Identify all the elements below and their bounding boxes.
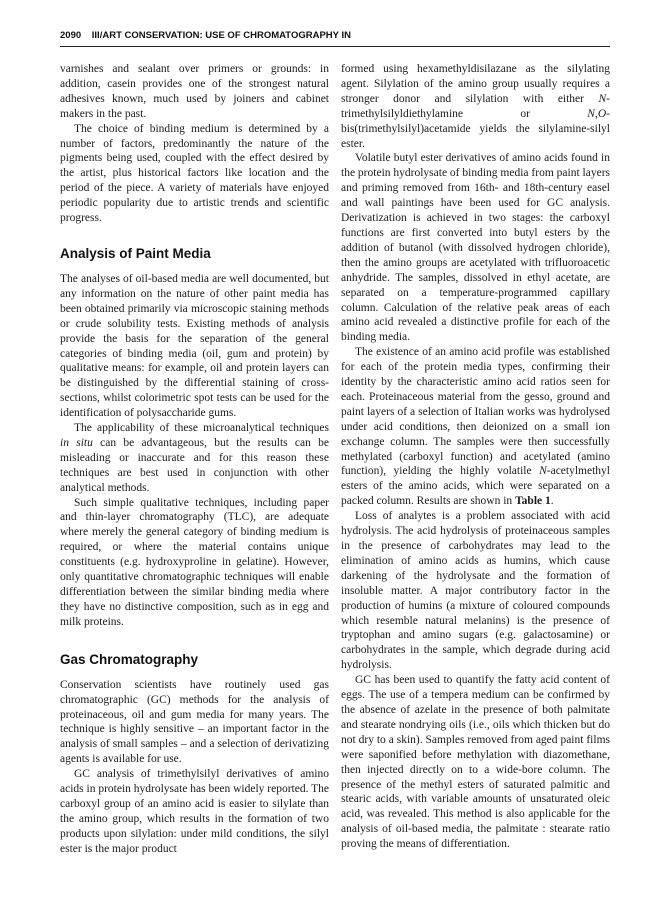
paragraph: GC analysis of trimethylsilyl derivatives of amino acids in protein hydrolysate has been widely reported. The carboxyl group of an amino acid is easier to silylate than the amino group, which results in the formation of two products upon silylation: under mild conditions, the silyl ester is the major product xyxy=(60,768,329,855)
section-heading-analysis: Analysis of Paint Media xyxy=(60,245,211,261)
page-number: 2090 xyxy=(60,30,82,41)
paragraph: The analyses of oil-based media are well documented, but any information on the nature of other paint media has been obtained primarily via microscopic staining methods or crude solubility tests. Existing methods of analysis provide the basis for the separation of the general categories of binding media (oil, gum and protein) by qualitative means: for example, oil and protein layers can be distinguished by the differential staining of cross-sections, whilst colorimetric spot tests can be used for the identification of polysaccharide gums. xyxy=(60,272,329,420)
left-column xyxy=(60,62,329,857)
table-reference: Table 1 xyxy=(515,495,551,508)
paragraph: Volatile butyl ester derivatives of amino acids found in the protein hydrolysate of binding media from paint layers and priming removed from 16th- and 18th-century easel and wall paintings have been used for GC analysis. Derivatization is achieved in two stages: the carboxyl functions are first converted into butyl esters by the addition of butanol (with dissolved hydrogen chloride), then the amino groups are acetylated with trifluoroacetic anhydride. The samples, dissolved in ethyl acetate, are separated on a temperature-programmed capillary column. Calculation of the relative peak areas of each amino acid revealed a distinctive profile for each of the binding media. xyxy=(341,152,610,344)
italic-term: in situ xyxy=(60,436,93,449)
right-column xyxy=(341,62,610,852)
paragraph: The choice of binding medium is determined by a number of factors, predominantly the nature of the pigments being used, coupled with the effect desired by the artist, plus historical factors like location and the period of the piece. A variety of materials have enjoyed periodic popularity due to artistic trends and scientific progress. xyxy=(60,122,329,225)
paragraph: Such simple qualitative techniques, including paper and thin-layer chromatography (TLC), are adequate where merely the general category of binding medium is required, or where the material contains unique constituents (e.g. hydroxyproline in gelatine). However, only quantitative chromatographic techniques will enable differentiation between the similar binding media where they have no distinctive composition, such as in egg and milk proteins. xyxy=(60,496,329,628)
running-header xyxy=(60,30,610,46)
paragraph: formed using hexamethyldisilazane as the silylating agent. Silylation of the amino group usually requires a stronger donor and silylation with either N-trimethylsilyldiethylamine or N,O-bis(trimethylsilyl)acetamide yields the silylamine-silyl ester. xyxy=(341,63,610,150)
running-title: ART CONSERVATION: USE OF CHROMATOGRAPHY IN xyxy=(102,30,351,41)
paragraph: GC has been used to quantify the fatty acid content of eggs. The use of a tempera medium can be confirmed by the absence of azelate in the presence of both palmitate and stearate nondrying oils (i.e., oils which thicken but do not dry to a skin). Samples removed from aged paint films were saponified before methylation with diazomethane, then injected directly on to a wide-bore column. The presence of the methyl esters of saturated palmitic and stearic acids, with variable amounts of unsaturated oleic acid, was revealed. This method is also applicable for the analysis of oil-based media, the palmitate : stearate ratio proving the means of differentiation. xyxy=(341,674,610,851)
header-rule xyxy=(60,46,610,47)
paragraph: Loss of analytes is a problem associated with acid hydrolysis. The acid hydrolysis of proteinaceous samples in the presence of carbohydrates may lead to the elimination of amino acids as humins, which cause darkening of the hydrolysate and the formation of insoluble matter. A major contributory factor in the production of humins (a mixture of coloured compounds which resemble natural melanins) is the presence of tryptophan and amino sugars (e.g. galactosamine) or carbohydrates in the sample, which degrade during acid hydrolysis. xyxy=(341,510,610,672)
paragraph: The applicability of these microanalytical techniques in situ can be advantageous, but the results can be misleading or inaccurate and for this reason these techniques are best used in conjunction with other analytical methods. xyxy=(60,422,330,494)
section-number: III xyxy=(91,30,100,41)
header-slash: / xyxy=(99,30,103,41)
paragraph: varnishes and sealant over primers or grounds: in addition, casein provides one of the strongest natural adhesives known, much used by joiners and cabinet makers in the past. xyxy=(60,63,329,120)
section-heading-gc: Gas Chromatography xyxy=(60,651,199,667)
paragraph: Conservation scientists have routinely used gas chromatographic (GC) methods for the analysis of proteinaceous, oil and gum media for many years. The technique is highly sensitive – an important factor in the analysis of small samples – and a selection of derivatizing agents is available for use. xyxy=(60,678,329,766)
paragraph: The existence of an amino acid profile was established for each of the protein media types, confirming their identity by the characteristic amino acid ratios seen for each. Proteinaceous material from the gesso, ground and paint layers of a selection of Italian works was hydrolysed under acid conditions, then deionized on a small ion exchange column. The samples were then successfully methylated (carboxyl function) and acetylated (amino function), yielding the highly volatile N-acetylmethyl esters of the amino acids, which were separated on a packed column. Results are shown in Table 1. xyxy=(341,346,610,508)
